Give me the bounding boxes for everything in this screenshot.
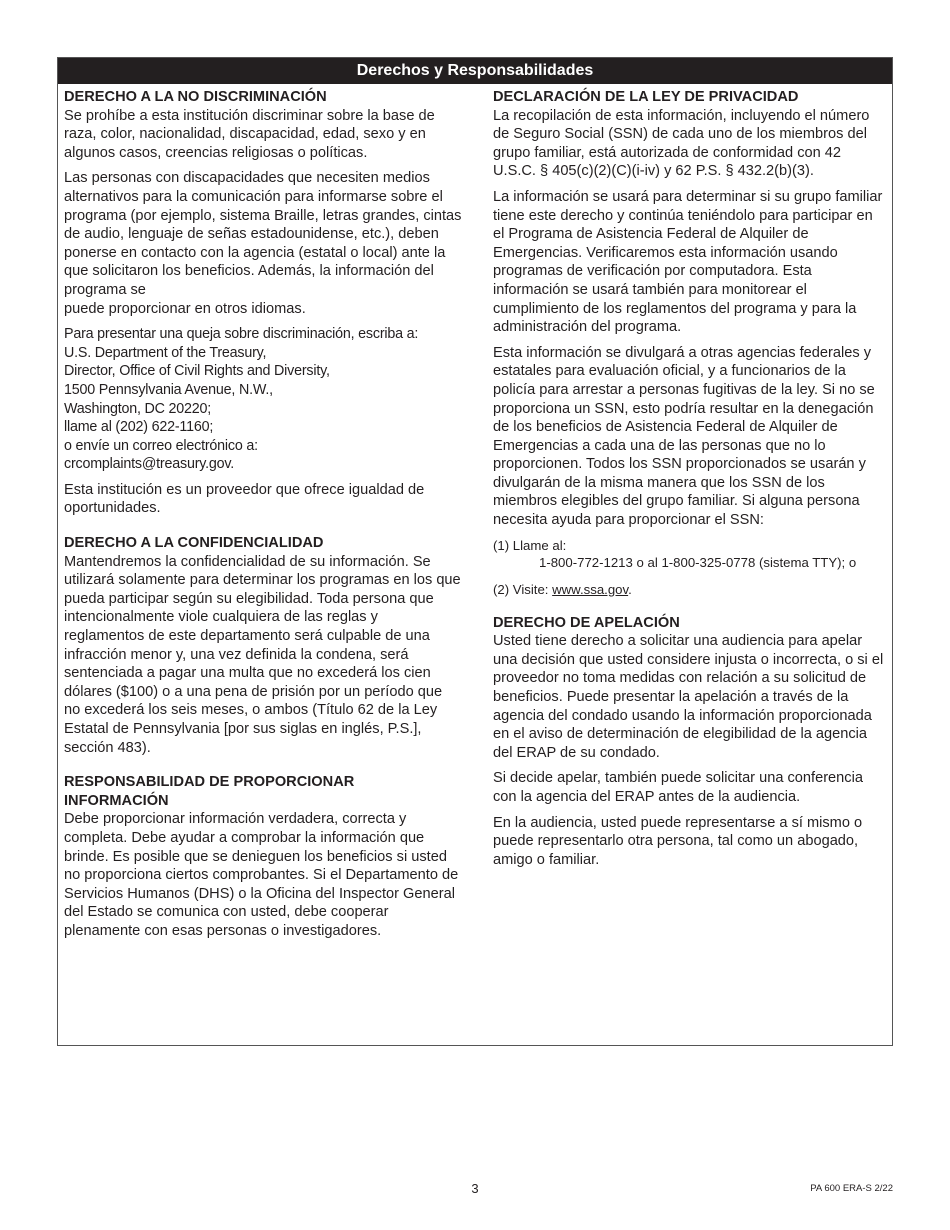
privacy-paragraph-2: La información se usará para determinar si su grupo familiar tiene este derecho y continúa teniéndolo para participar en el Programa de Asistencia Federal de Alquiler de Emergencias. Verificaremos esta información usando programas de verificación por computadora. Esta información se usará también para monitorear el cumplimiento de los reglamentos del programa y para la administración del programa. xyxy=(493,188,883,336)
nondiscrimination-p2-text: Las personas con discapacidades que necesiten medios alternativos para la comunicación para informarse sobre el programa (por ejemplo, sistema Braille, letras grandes, cintas de audio, lenguaje de señas estadounidense, etc.), deben ponerse en contacto con la agencia (estatal o local) ante la que solicitaron los beneficios. Además, la información del programa se xyxy=(64,170,462,298)
complaint-intro: Para presentar una queja sobre discriminación, escriba a: xyxy=(64,326,419,343)
responsibility-paragraph: Debe proporcionar información verdadera, correcta y completa. Debe ayudar a comprobar la información que brinde. Es posible que se denieguen los beneficios si usted no proporciona ciertos comprobantes. Si el Departamento de Servicios Humanos (DHS) o la Oficina del Inspector General del Estado se comunica con usted, debe cooperar plenamente con esas personas o investigadores. xyxy=(64,811,459,939)
nondiscrimination-paragraph-1: Se prohíbe a esta institución discriminar sobre la base de raza, color, nacionalidad, discapacidad, edad, sexo y en algunos casos, creencias religiosas o políticas. xyxy=(64,107,435,161)
privacy-paragraph-1: La recopilación de esta información, incluyendo el número de Seguro Social (SSN) de cada uno de los miembros del grupo familiar, está autorizada de conformidad con 42 U.S.C. § 405(c)(2)(C)(i-iv) y 62 P.S. § 432.2(b)(3). xyxy=(493,107,870,180)
confidentiality-paragraph: Mantendremos la confidencialidad de su información. Se utilizará solamente para determinar los programas en los que pueda participar según su elegibilidad. Toda persona que intencionalmente viole cualquiera de las reglas y reglamentos de este departamento será culpable de una infracción menor y, una vez definida la condena, será sentenciada a pagar una multa que no excederá los cien dólares ($100) o a una pena de prisión por un período que no excederá los seis meses, o ambos (Título 62 de la Ley Estatal de Pennsylvania [por sus siglas en inglés, P.S.], sección 483). xyxy=(64,553,461,756)
ssa-visit-label: (2) Visite: xyxy=(493,581,553,597)
appeal-paragraph-1: Usted tiene derecho a solicitar una audiencia para apelar una decisión que usted considere injusta o incorrecta, o si el proveedor no toma medidas con relación a su solicitud de beneficios. Puede presentar la apelación a través de la agencia del condado usando la información proporcionada en el aviso de determinación de elegibilidad de la agencia del ERAP de su condado. xyxy=(493,633,884,761)
complaint-line: llame al (202) 622-1160; xyxy=(64,419,214,436)
appeal-heading: DERECHO DE APELACIÓN xyxy=(493,614,680,631)
page-number: 3 xyxy=(471,1181,479,1196)
equal-opportunity-statement: Esta institución es un proveedor que ofrece igualdad de oportunidades. xyxy=(64,481,425,517)
nondiscrimination-p2-end: puede proporcionar en otros idiomas. xyxy=(64,300,306,317)
privacy-heading: DECLARACIÓN DE LA LEY DE PRIVACIDAD xyxy=(493,89,799,105)
confidentiality-heading: DERECHO A LA CONFIDENCIALIDAD xyxy=(64,535,324,552)
ssa-phone-numbers: 1-800-772-1213 o al 1-800-325-0778 (sistema TTY); o xyxy=(539,554,857,570)
ssa-call-item xyxy=(493,537,885,571)
complaint-line: 1500 Pennsylvania Avenue, N.W., xyxy=(64,381,273,398)
complaint-address xyxy=(64,325,462,474)
ssa-visit-item xyxy=(493,581,885,598)
complaint-email: crcomplaints@treasury.gov. xyxy=(64,456,235,473)
section-title: Derechos y Responsabilidades xyxy=(58,58,892,84)
rights-box xyxy=(57,57,893,1046)
responsibility-heading: RESPONSABILIDAD DE PROPORCIONAR INFORMACIÓN xyxy=(64,774,355,809)
ssa-website-link[interactable]: www.ssa.gov xyxy=(552,581,629,597)
complaint-line: o envíe un correo electrónico a: xyxy=(64,437,258,454)
form-code: PA 600 ERA-S 2/22 xyxy=(810,1183,893,1194)
right-column xyxy=(493,88,885,876)
complaint-line: U.S. Department of the Treasury, xyxy=(64,344,267,361)
appeal-paragraph-3: En la audiencia, usted puede representarse a sí mismo o puede representarlo otra persona, tal como un abogado, amigo o familiar. xyxy=(493,814,863,868)
nondiscrimination-heading: DERECHO A LA NO DISCRIMINACIÓN xyxy=(64,89,327,105)
nondiscrimination-paragraph-2 xyxy=(64,169,462,318)
complaint-line: Director, Office of Civil Rights and Diversity, xyxy=(64,363,330,380)
ssa-visit-end: . xyxy=(628,581,632,597)
left-column xyxy=(64,88,462,948)
appeal-paragraph-2: Si decide apelar, también puede solicitar una conferencia con la agencia del ERAP antes de la audiencia. xyxy=(493,770,863,805)
complaint-line: Washington, DC 20220; xyxy=(64,400,212,417)
ssa-call-label: (1) Llame al: xyxy=(493,537,567,553)
privacy-paragraph-3: Esta información se divulgará a otras agencias federales y estatales para evaluación oficial, y a funcionarios de la policía para arrestar a personas fugitivas de la ley. Si no se proporciona un SSN, esto podría resultar en la denegación de los beneficios de Asistencia Federal de Alquiler de Emergencias a cada una de las personas que no lo proporcionen. Todos los SSN proporcionados se usarán y divulgarán de la misma manera que los SSN de los miembros elegibles del grupo familiar. Si alguna persona necesita ayuda para proporcionar el SSN: xyxy=(493,344,875,529)
